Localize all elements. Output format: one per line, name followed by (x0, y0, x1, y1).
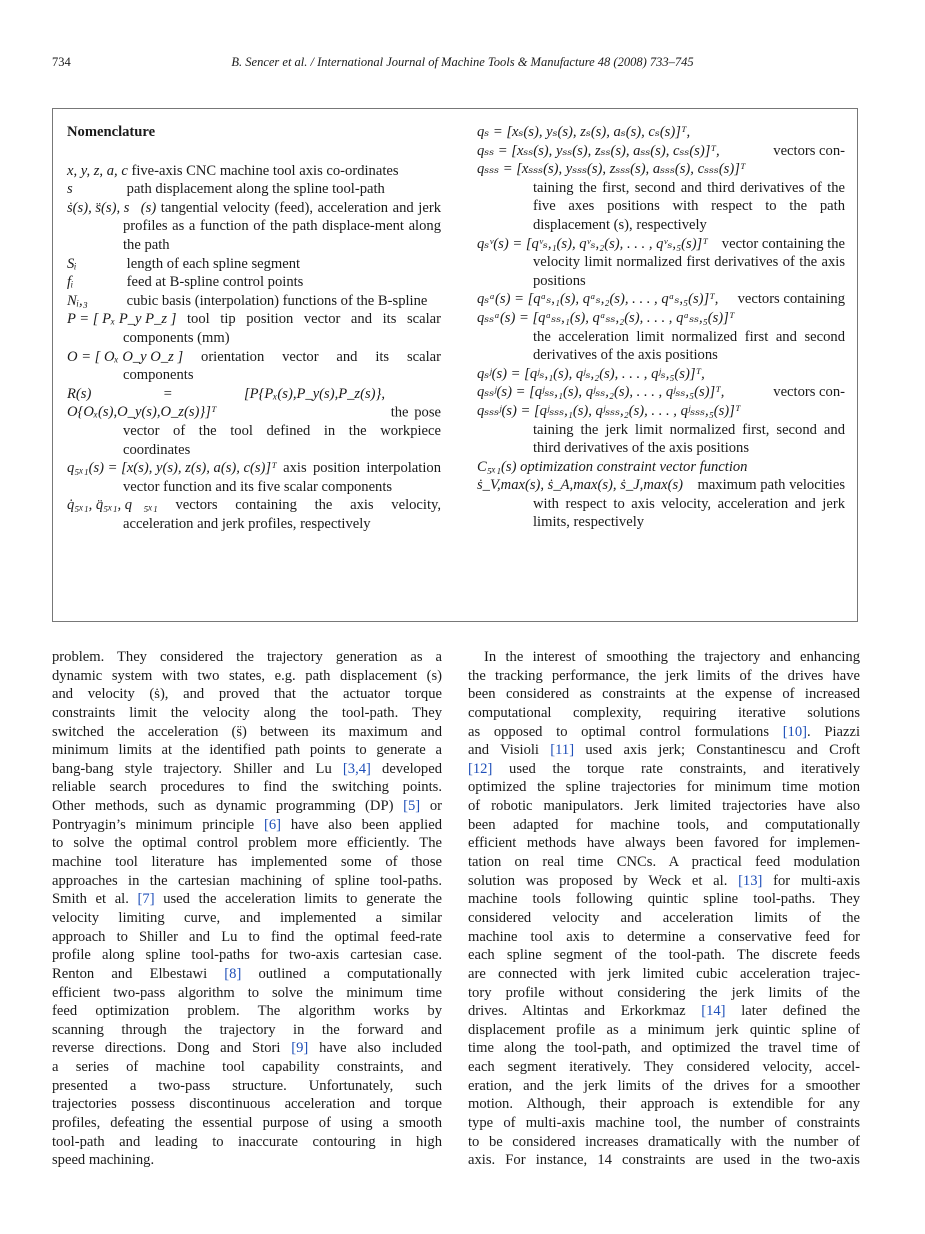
text-line (52, 723, 442, 742)
nomenclature-term: q̇₅ₓ₁, q̈₅ₓ₁, q⃛₅ₓ₁ (67, 497, 158, 514)
text-segment: tool-path and leading to inaccurate contouring in high (52, 1133, 442, 1150)
nomenclature-equation: qₛₛₛʲ(s) = [qʲₛₛₛ,₁(s), qʲₛₛₛ,₂(s), . . . , qʲₛₛₛ,₅(s)]ᵀ (477, 402, 741, 419)
text-segment: type of multi-axis machine tool, the number of constraints (468, 1115, 860, 1132)
nomenclature-term: R(s) = [P{Pₓ(s),P_y(s),P_z(s)}, O{Oₓ(s),O_y(s),O_z(s)}]ᵀ (67, 385, 385, 421)
nomenclature-equation-row (477, 458, 845, 477)
citation-link[interactable]: [10] (782, 723, 808, 740)
text-segment: Renton and Elbestawi (52, 965, 225, 982)
citation-link[interactable]: [14] (701, 1003, 726, 1020)
nomenclature-term: fᵢ (67, 274, 74, 291)
running-header: B. Sencer et al. / International Journal of Machine Tools & Manufacture 48 (2008) 733–745 (231, 55, 694, 69)
text-line (52, 648, 442, 667)
text-line (52, 1058, 442, 1077)
text-line (468, 946, 860, 965)
citation-link[interactable]: [8] (224, 965, 242, 982)
text-line (468, 648, 860, 667)
citation-link[interactable]: [3,4] (342, 760, 371, 777)
nomenclature-term: Sᵢ (67, 255, 77, 272)
text-segment: tation on real time CNCs. A practical feed modulation (468, 854, 860, 871)
nomenclature-equation: qₛₛʲ(s) = [qʲₛₛ,₁(s), qʲₛₛ,₂(s), . . . , qʲₛₛ,₅(s)]ᵀ, (477, 384, 725, 401)
text-line (52, 1021, 442, 1040)
nomenclature-description: feed at B-spline control points (126, 274, 304, 291)
citation-link[interactable]: [13] (738, 872, 763, 889)
nomenclature-title: Nomenclature (67, 124, 156, 140)
text-line (52, 704, 442, 723)
nomenclature-entry (67, 496, 441, 533)
text-line (52, 816, 442, 835)
nomenclature-entry (67, 162, 441, 181)
text-line (468, 1151, 860, 1170)
text-segment: and Visioli (468, 742, 551, 759)
text-segment: approaches in the cartesian machining of spline tool-paths. (52, 872, 442, 889)
nomenclature-equation-row (477, 235, 845, 254)
text-line (52, 667, 442, 686)
text-segment: efficient two-pass algorithm to solve the minimum time (52, 984, 442, 1001)
text-line (468, 741, 860, 760)
text-segment: minimum limits at the identified path points to generate a (52, 742, 442, 759)
nomenclature-left-column (67, 123, 441, 533)
nomenclature-equation: qₛᵃ(s) = [qᵃₛ,₁(s), qᵃₛ,₂(s), . . . , qᵃₛ,₅(s)]ᵀ, (477, 291, 719, 308)
nomenclature-right-column (477, 123, 845, 532)
text-line (468, 890, 860, 909)
nomenclature-description: tool tip position vector and its scalar components (mm) (123, 311, 441, 346)
nomenclature-description: taining the jerk limit normalized first, second and third derivatives of the axis positions (533, 421, 845, 457)
nomenclature-entry (67, 292, 441, 311)
nomenclature-entry (67, 255, 441, 274)
text-segment: of robotic manipulators. Jerk limited trajectories have also (468, 798, 860, 815)
nomenclature-description: taining the first, second and third derivatives of the five axes positions with respect to the path displacement (s), respectively (533, 179, 845, 233)
nomenclature-description: the pose vector of the tool defined in the workpiece coordinates (123, 404, 441, 458)
text-segment: later defined the (725, 1003, 860, 1020)
text-line (468, 1114, 860, 1133)
text-line (52, 853, 442, 872)
text-segment: as opposed to optimal control formulations (468, 723, 783, 740)
body-right-column (468, 648, 860, 1170)
text-segment: bang-bang style trajectory. Shiller and Lu (52, 760, 343, 777)
text-segment: efficient methods have always been favored for implemen- (468, 835, 860, 852)
text-segment: used the torque rate constraints, and iteratively (492, 760, 860, 777)
nomenclature-entry (477, 458, 845, 477)
nomenclature-description: velocity limit normalized first derivatives of the axis positions (533, 254, 845, 289)
text-line (52, 946, 442, 965)
text-segment: constraints limit the velocity along the tool-path. They (52, 704, 442, 721)
text-segment: scanning through the trajectory in the forward and (52, 1021, 442, 1038)
citation-link[interactable]: [5] (403, 798, 421, 815)
nomenclature-entry (477, 123, 845, 235)
nomenclature-description: vectors containing the axis velocity, acceleration and jerk profiles, respectively (123, 497, 441, 532)
nomenclature-description: the acceleration limit normalized first and second derivatives of the axis positions (533, 328, 845, 364)
text-line (52, 1002, 442, 1021)
text-line (52, 909, 442, 928)
text-line (52, 797, 442, 816)
citation-link[interactable]: [6] (263, 816, 282, 833)
text-segment: velocity limiting curve, and implemented a similar (52, 909, 442, 926)
text-line (468, 778, 860, 797)
text-line (52, 834, 442, 853)
page-number: 734 (52, 55, 71, 69)
text-segment: displacement profile as a minimum jerk quintic spline of (468, 1021, 860, 1038)
text-line (52, 872, 442, 891)
text-segment: speed machining. (52, 1152, 155, 1169)
text-line (52, 1114, 442, 1133)
nomenclature-entry (67, 348, 441, 385)
nomenclature-term: Nᵢ,₃ (67, 292, 88, 309)
nomenclature-equation: qₛᵛ(s) = [qᵛₛ,₁(s), qᵛₛ,₂(s), . . . , qᵛₛ,₅(s)]ᵀ (477, 235, 708, 252)
nomenclature-term: ṡ(s), s̈(s), s⃛(s) (67, 199, 157, 216)
nomenclature-entry (67, 199, 441, 255)
text-segment: optimized the spline trajectories for minimum time motion (468, 779, 860, 796)
text-segment: and velocity (ṡ), and proved that the actuator torque (52, 686, 442, 703)
text-line (468, 984, 860, 1003)
text-line (52, 1151, 442, 1170)
text-line (468, 723, 860, 742)
nomenclature-term: O = [ Oₓ O_y O_z ] (67, 348, 184, 365)
text-segment: each segment iteratively. They considered velocity, accel- (468, 1059, 860, 1076)
text-segment: . Piazzi (807, 723, 860, 740)
nomenclature-equation: qₛ = [xₛ(s), yₛ(s), zₛ(s), aₛ(s), cₛ(s)]ᵀ, (477, 124, 691, 140)
nomenclature-side-text: maximum path velocities (697, 477, 845, 494)
text-segment: reverse directions. Dong and Stori (52, 1040, 292, 1057)
nomenclature-entry (477, 235, 845, 291)
text-segment: profile along spline tool-paths for two-axis cartesian case. (52, 947, 442, 964)
nomenclature-side-text: vectors con- (773, 142, 845, 159)
text-segment: have also been applied (281, 816, 442, 833)
nomenclature-entry (67, 310, 441, 347)
nomenclature-term: P = [ Pₓ P_y P_z ] (67, 311, 177, 328)
text-line (468, 1095, 860, 1114)
text-segment: Smith et al. (52, 891, 138, 908)
text-line (468, 816, 860, 835)
nomenclature-entry (477, 290, 845, 364)
text-segment: machine tools following quintic spline tool-paths. They (468, 891, 860, 908)
text-segment: to be considered increases dramatically with the number of (468, 1133, 860, 1150)
text-segment: Other methods, such as dynamic programming (DP) (52, 798, 404, 815)
nomenclature-description: with respect to axis velocity, acceleration and jerk limits, respectively (533, 495, 845, 531)
text-line (52, 685, 442, 704)
nomenclature-entry (477, 365, 845, 458)
text-line (468, 1002, 860, 1021)
text-line (52, 760, 442, 779)
nomenclature-side-text: vectors containing (737, 291, 845, 308)
nomenclature-equation-row (477, 402, 845, 421)
text-segment: dynamic system with two states, e.g. path displacement (s) (52, 667, 442, 684)
text-line (52, 1039, 442, 1058)
text-segment: been considered as constraints at the expense of increased (468, 686, 860, 703)
nomenclature-description: cubic basis (interpolation) functions of the B-spline (126, 292, 428, 309)
nomenclature-entry (67, 273, 441, 292)
text-segment: motion. Although, their approach is extendible for any (468, 1096, 860, 1113)
nomenclature-equation-row (477, 123, 845, 142)
nomenclature-entry (477, 476, 845, 532)
text-line (468, 797, 860, 816)
text-segment: solution was proposed by Weck et al. (468, 872, 739, 889)
text-segment: outlined a computationally (241, 965, 442, 982)
nomenclature-equation-row (477, 309, 845, 328)
citation-link[interactable]: [11] (550, 742, 575, 759)
text-segment: been adapted for machine tools, and computationally (468, 816, 860, 833)
text-segment: problem. They considered the trajectory generation as a (52, 649, 442, 665)
text-segment: the tracking performance, the jerk limits of the drives have (468, 667, 860, 684)
nomenclature-equation: qₛₛ = [xₛₛ(s), yₛₛ(s), zₛₛ(s), aₛₛ(s), cₛₛ(s)]ᵀ, (477, 142, 720, 159)
nomenclature-equation: qₛₛᵃ(s) = [qᵃₛₛ,₁(s), qᵃₛₛ,₂(s), . . . , qᵃₛₛ,₅(s)]ᵀ (477, 309, 735, 326)
text-segment: computational complexity, requiring iterative solutions (468, 704, 860, 721)
text-segment: used axis jerk; Constantinescu and Croft (574, 742, 860, 759)
nomenclature-equation: qₛʲ(s) = [qʲₛ,₁(s), qʲₛ,₂(s), . . . , qʲₛ,₅(s)]ᵀ, (477, 365, 705, 382)
text-line (468, 834, 860, 853)
nomenclature-description: length of each spline segment (126, 255, 301, 272)
nomenclature-side-text: vectors con- (773, 384, 845, 401)
nomenclature-term: s (67, 181, 73, 198)
nomenclature-equation-row (477, 290, 845, 309)
text-segment: drives. Altintas and Erkorkmaz (468, 1003, 702, 1020)
text-line (468, 1058, 860, 1077)
citation-link[interactable]: [7] (137, 891, 155, 908)
text-line (468, 909, 860, 928)
text-line (468, 1133, 860, 1152)
nomenclature-description: tangential velocity (feed), acceleration and jerk profiles as a function of the path displace-ment along the path (123, 199, 441, 253)
text-segment: feed optimization problem. The algorithm works by (52, 1003, 442, 1020)
nomenclature-term: x, y, z, a, c (67, 162, 128, 179)
text-line (52, 1095, 442, 1114)
nomenclature-equation-row (477, 160, 845, 179)
text-segment: for multi-axis (762, 872, 860, 889)
text-line (52, 890, 442, 909)
text-segment: Pontryagin’s minimum principle (52, 816, 264, 833)
nomenclature-equation-row (477, 142, 845, 161)
text-segment: a series of machine tool capability constraints, and (52, 1059, 442, 1076)
text-line (52, 1077, 442, 1096)
text-line (468, 760, 860, 779)
nomenclature-equation-row (477, 476, 845, 495)
text-line (468, 1039, 860, 1058)
text-segment: have also included (308, 1040, 442, 1057)
nomenclature-equation: ṡ_V,max(s), ṡ_A,max(s), ṡ_J,max(s) (477, 477, 684, 494)
nomenclature-equation: qₛₛₛ = [xₛₛₛ(s), yₛₛₛ(s), zₛₛₛ(s), aₛₛₛ(s), cₛₛₛ(s)]ᵀ (477, 161, 746, 178)
nomenclature-description: path displacement along the spline tool-path (126, 181, 385, 198)
nomenclature-description: axis position interpolation vector function and its five scalar components (123, 460, 441, 495)
text-line (468, 928, 860, 947)
text-segment: tory profile without considering the jerk limits of the (468, 984, 860, 1001)
nomenclature-entry (67, 459, 441, 496)
nomenclature-box (52, 108, 858, 622)
nomenclature-term: q₅ₓ₁(s) = [x(s), y(s), z(s), a(s), c(s)]ᵀ (67, 460, 277, 477)
text-segment: time along the tool-path, and optimized the travel time of (468, 1040, 860, 1057)
text-line (468, 704, 860, 723)
nomenclature-side-text: vector containing the (721, 235, 845, 252)
text-line (52, 778, 442, 797)
text-line (52, 965, 442, 984)
text-segment: reliable search procedures to find the switching points. (52, 779, 442, 796)
text-segment: or (420, 798, 443, 815)
text-line (468, 853, 860, 872)
text-segment: machine tool literature has implemented some of those (52, 854, 442, 871)
text-segment: developed (370, 760, 443, 777)
nomenclature-equation-row (477, 365, 845, 384)
citation-link[interactable]: [9] (291, 1040, 309, 1057)
text-line (468, 1077, 860, 1096)
text-segment: are connected with jerk limited cubic acceleration trajec- (468, 965, 860, 982)
text-segment: considered velocity and acceleration limits of the (468, 909, 860, 926)
text-segment: approach to Shiller and Lu to find the optimal feed-rate (52, 928, 442, 945)
text-line (468, 685, 860, 704)
body-left-column (52, 648, 442, 1170)
text-line (52, 928, 442, 947)
text-line (52, 741, 442, 760)
text-segment: profiles, defeating the essential purpose of using a smooth (52, 1115, 442, 1132)
text-segment: switched the acceleration (s̈) between its maximum and (52, 723, 442, 740)
text-line (52, 1133, 442, 1152)
text-segment: machine tool axis to determine a conservative feed for (468, 928, 860, 945)
text-segment: axis. For instance, 14 constraints are used in the two-axis (468, 1152, 860, 1169)
nomenclature-description: orientation vector and its scalar components (123, 348, 441, 384)
text-segment: each spline segment of the tool-path. The discrete feeds (468, 947, 860, 964)
text-segment: In the interest of smoothing the trajectory and enhancing (484, 649, 860, 665)
text-segment: to solve the optimal control problem more efficiently. The (52, 835, 442, 852)
text-line (468, 872, 860, 891)
text-line (468, 667, 860, 686)
text-segment: used the acceleration limits to generate the (154, 891, 442, 908)
text-segment: presented a two-pass structure. Unfortunately, such (52, 1077, 442, 1094)
text-segment: trajectories possess discontinuous acceleration and torque (52, 1096, 442, 1113)
text-line (52, 984, 442, 1003)
nomenclature-entry (67, 180, 441, 199)
text-line (468, 965, 860, 984)
nomenclature-description: five-axis CNC machine tool axis co-ordinates (131, 162, 399, 179)
nomenclature-equation-row (477, 383, 845, 402)
nomenclature-entry (67, 385, 441, 459)
citation-link[interactable]: [12] (468, 760, 493, 777)
nomenclature-equation: C₅ₓ₁(s) optimization constraint vector function (477, 458, 748, 475)
text-line (468, 1021, 860, 1040)
text-segment: eration, and the jerk limits of the drives for a smoother (468, 1077, 860, 1094)
